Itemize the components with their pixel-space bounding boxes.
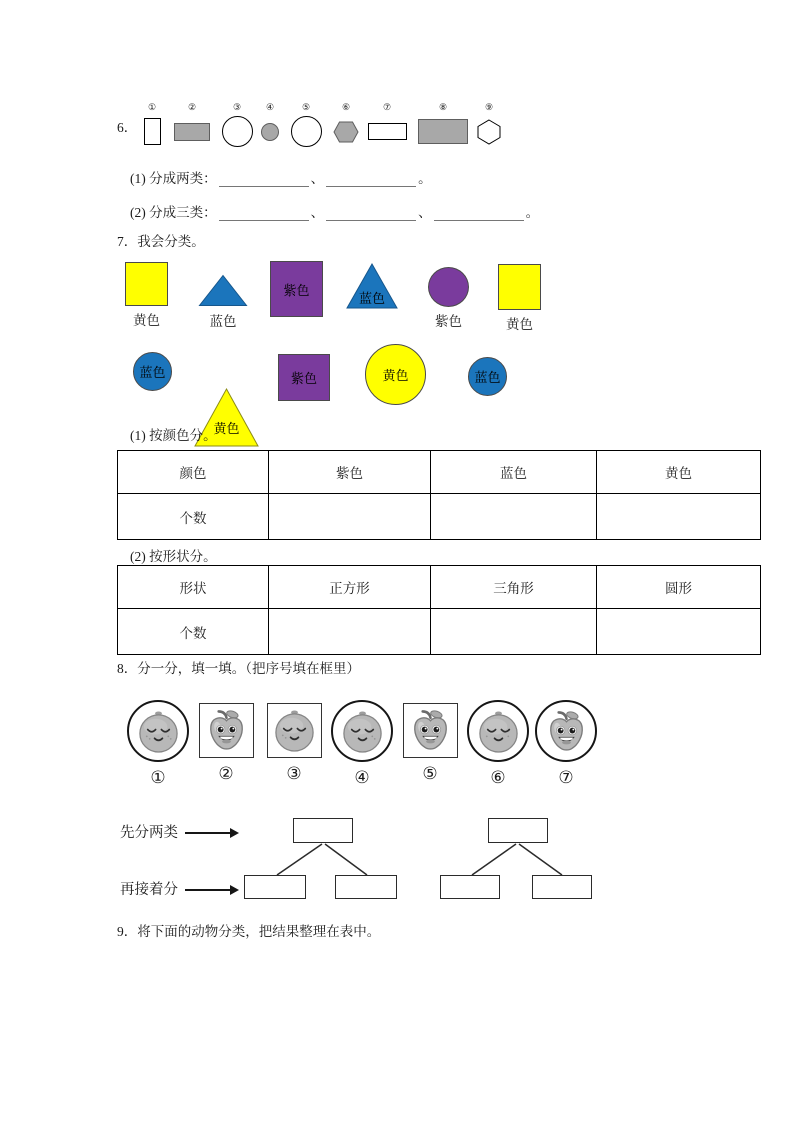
answer-blank[interactable]	[434, 205, 524, 221]
tree-box-child[interactable]	[335, 875, 397, 899]
orange-fruit-icon	[272, 708, 317, 753]
table-header: 形状	[118, 566, 269, 609]
color-label: 蓝色	[358, 291, 385, 306]
q7-shape-purple-circle	[428, 267, 469, 330]
rectangle-shape	[368, 123, 407, 140]
square-shape	[125, 262, 168, 306]
circle-frame	[535, 700, 597, 762]
color-label: 紫色	[283, 282, 310, 298]
tree-label-second: 再接着分	[120, 882, 178, 898]
circle-frame	[467, 700, 529, 762]
circled-number: ②	[187, 102, 197, 112]
rectangle-shape	[144, 118, 161, 145]
circled-number: ①	[150, 768, 166, 787]
apple-fruit-icon	[544, 709, 589, 754]
q6-number: 6．	[117, 120, 138, 135]
answer-cell[interactable]	[431, 494, 597, 540]
tree-box-child[interactable]	[532, 875, 592, 899]
rectangle-shape	[174, 123, 210, 141]
q6-sub1-prefix: (1) 分成两类：	[130, 171, 217, 186]
circled-number: ⑥	[490, 768, 506, 787]
q7-shape-purple-square	[278, 354, 330, 401]
square-frame	[199, 703, 254, 758]
table-header: 颜色	[118, 451, 269, 494]
q7-shape-purple-square	[270, 261, 323, 317]
period: 。	[418, 171, 432, 186]
q7-shape-yellow-circle	[365, 344, 426, 405]
q8-item-6	[464, 700, 532, 787]
arrow-right-icon	[185, 884, 239, 896]
orange-fruit-icon	[340, 709, 385, 754]
circle-shape	[261, 123, 279, 141]
q9-title: 9．将下面的动物分类，把结果整理在表中。	[117, 924, 381, 939]
answer-cell[interactable]	[431, 609, 597, 655]
circled-number: ⑤	[422, 764, 438, 783]
circled-number: ⑤	[301, 102, 311, 112]
q6-sub2-prefix: (2) 分成三类：	[130, 205, 217, 220]
color-label: 蓝色	[474, 370, 501, 385]
circle-frame	[331, 700, 393, 762]
table-header: 蓝色	[431, 451, 597, 494]
triangle-shape	[198, 274, 248, 307]
q7-shape-blue-triangle	[198, 274, 248, 330]
q7-sub2-label: (2) 按形状分。	[130, 549, 217, 564]
table-header: 三角形	[431, 566, 597, 609]
q7-shape-yellow-square	[125, 262, 168, 329]
q7-sub1-label: (1) 按颜色分。	[130, 428, 217, 443]
q8-item-5	[396, 700, 464, 787]
q7-shape-yellow-square	[498, 264, 541, 333]
color-label: 黄色	[133, 313, 160, 328]
circle-shape	[291, 116, 322, 147]
answer-cell[interactable]	[269, 609, 431, 655]
orange-fruit-icon	[136, 709, 181, 754]
answer-cell[interactable]	[597, 609, 761, 655]
q8-fruit-row	[124, 700, 600, 787]
q8-item-1	[124, 700, 192, 787]
q7-shape-blue-circle	[468, 357, 507, 396]
table-header: 紫色	[269, 451, 431, 494]
table-header: 黄色	[597, 451, 761, 494]
tree-box-top[interactable]	[488, 818, 548, 843]
table-header: 正方形	[269, 566, 431, 609]
shape-count-table	[117, 565, 761, 655]
q7-shape-blue-circle	[133, 352, 172, 391]
circled-number: ③	[286, 764, 302, 783]
separator: 、	[418, 205, 432, 220]
color-label: 黄色	[213, 421, 240, 436]
q8-item-2	[192, 700, 260, 787]
circled-number: ⑦	[382, 102, 392, 112]
q7-shape-blue-triangle	[345, 262, 399, 310]
square-frame	[267, 703, 322, 758]
circled-number: ⑦	[558, 768, 574, 787]
color-label: 紫色	[435, 314, 462, 329]
answer-blank[interactable]	[326, 171, 416, 187]
apple-fruit-icon	[204, 708, 249, 753]
q8-item-4	[328, 700, 396, 787]
circle-shape	[428, 267, 469, 307]
circled-number: ③	[232, 102, 242, 112]
answer-cell[interactable]	[269, 494, 431, 540]
circled-number: ⑥	[341, 102, 351, 112]
circle-frame	[127, 700, 189, 762]
tree-box-child[interactable]	[440, 875, 500, 899]
circled-number: ④	[265, 102, 275, 112]
answer-blank[interactable]	[219, 171, 309, 187]
square-shape	[498, 264, 541, 310]
color-label: 蓝色	[139, 365, 166, 380]
q6-item-9	[461, 102, 517, 150]
circled-number: ①	[147, 102, 157, 112]
answer-blank[interactable]	[326, 205, 416, 221]
answer-blank[interactable]	[219, 205, 309, 221]
table-header: 圆形	[597, 566, 761, 609]
square-frame	[403, 703, 458, 758]
tree-box-top[interactable]	[293, 818, 353, 843]
orange-fruit-icon	[476, 709, 521, 754]
q6-subquestion-1	[130, 167, 432, 187]
hexagon-shape	[333, 121, 359, 143]
circled-number: ②	[218, 764, 234, 783]
apple-fruit-icon	[408, 708, 453, 753]
circled-number: ④	[354, 768, 370, 787]
hexagon-shape	[477, 119, 501, 145]
color-label: 黄色	[506, 317, 533, 332]
q8-title: 8．分一分，填一填。（把序号填在框里）	[117, 661, 360, 676]
q8-item-7	[532, 700, 600, 787]
tree-box-child[interactable]	[244, 875, 306, 899]
tree-label-first: 先分两类	[120, 825, 178, 841]
color-count-table	[117, 450, 761, 540]
color-label: 紫色	[290, 371, 317, 386]
color-label: 黄色	[382, 368, 409, 383]
answer-cell[interactable]	[597, 494, 761, 540]
q8-item-3	[260, 700, 328, 787]
period: 。	[525, 205, 540, 220]
q6-item-7	[359, 102, 415, 150]
circled-number: ⑨	[484, 102, 494, 112]
separator: 、	[310, 205, 325, 220]
circled-number: ⑧	[438, 102, 448, 112]
arrow-right-icon	[185, 827, 239, 839]
q6-subquestion-2	[130, 201, 539, 221]
color-label: 蓝色	[209, 314, 237, 329]
q7-title: 7．我会分类。	[117, 234, 205, 249]
row-label: 个数	[118, 609, 269, 655]
row-label: 个数	[118, 494, 269, 540]
separator: 、	[310, 171, 325, 186]
